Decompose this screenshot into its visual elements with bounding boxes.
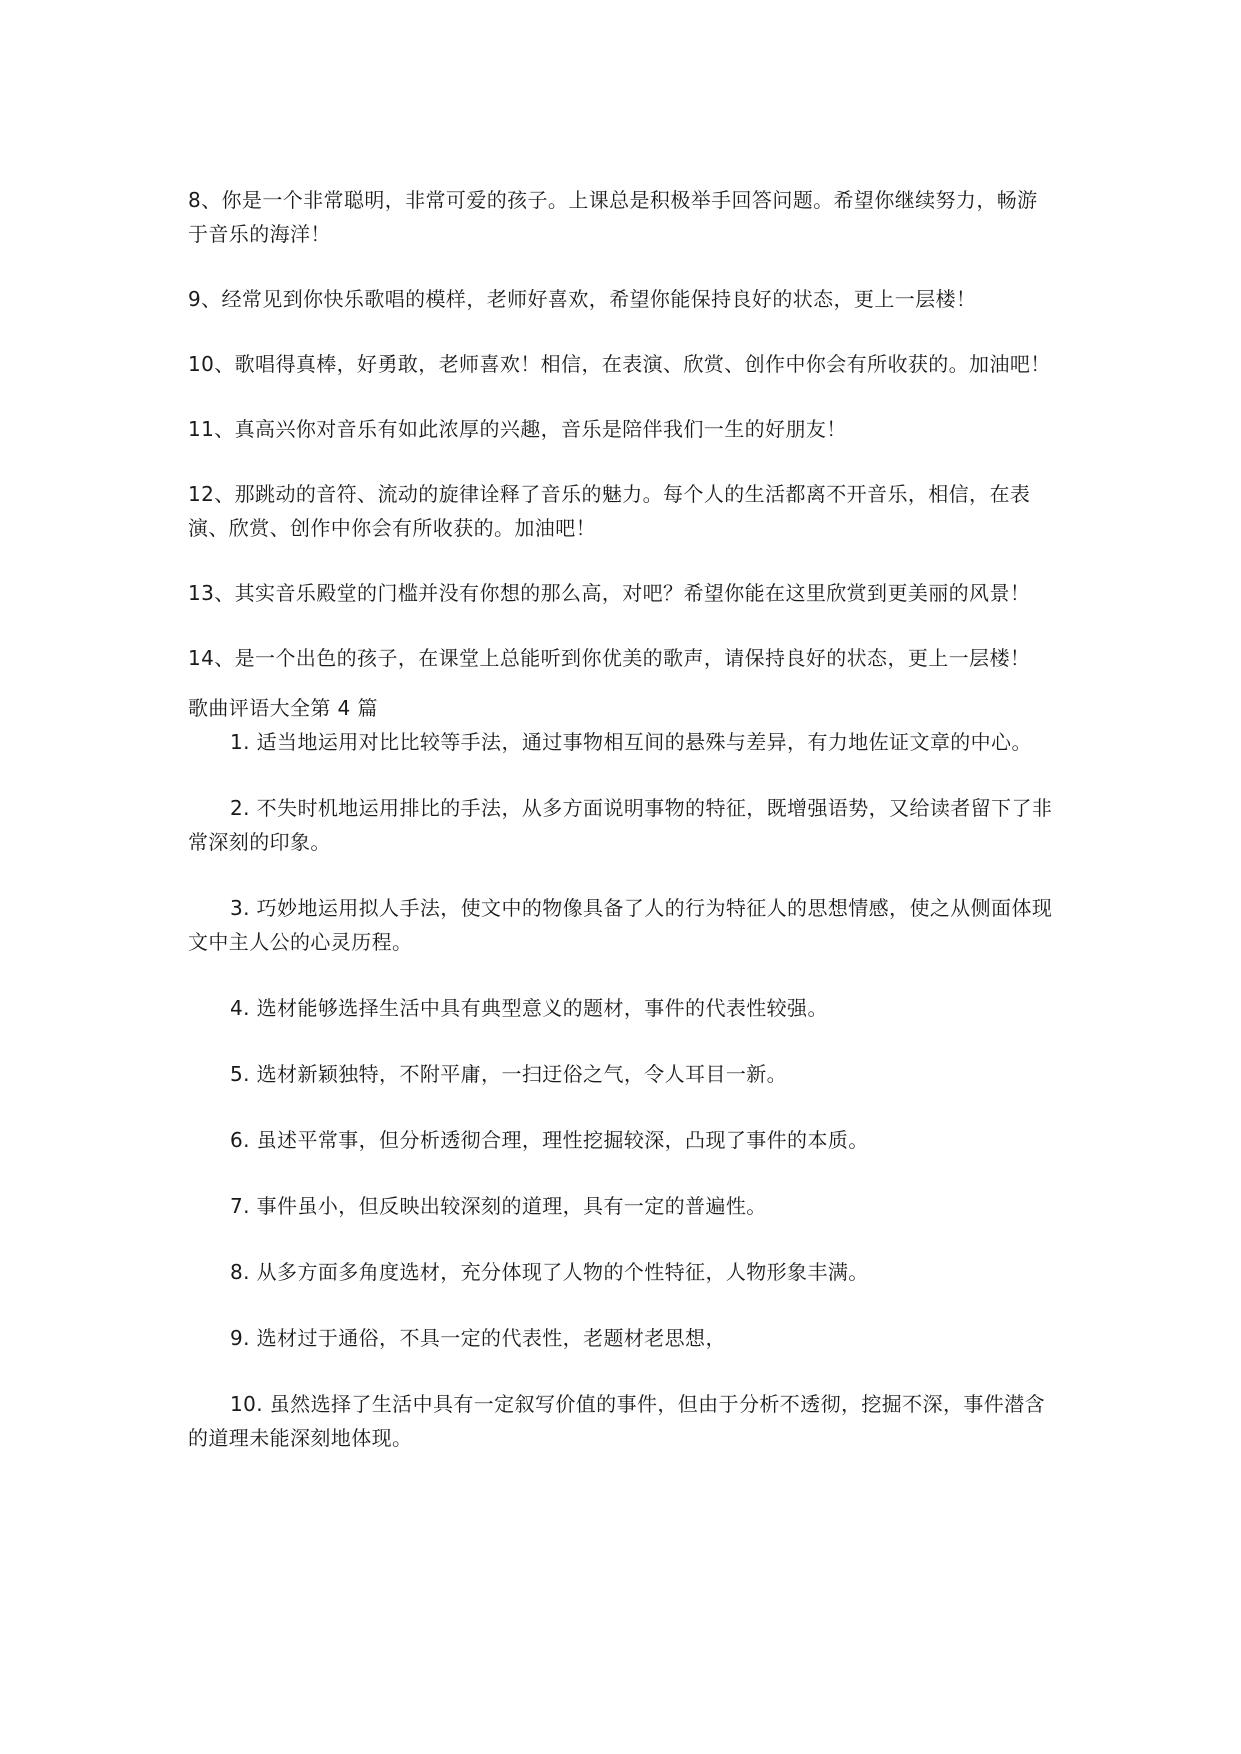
list-item: 8. 从多方面多角度选材，充分体现了人物的个性特征，人物形象丰满。 (230, 1260, 869, 1284)
list-item: 5. 选材新颖独特，不附平庸，一扫迂俗之气，令人耳目一新。 (230, 1062, 788, 1086)
list-item: 3. 巧妙地运用拟人手法，使文中的物像具备了人的行为特征人的思想情感，使之从侧面体现文中主人公的心灵历程。 (188, 896, 1053, 954)
list-item: 1. 适当地运用对比比较等手法，通过事物相互间的悬殊与差异，有力地佐证文章的中心。 (230, 730, 1032, 754)
list-item: 8、你是一个非常聪明，非常可爱的孩子。上课总是积极举手回答问题。希望你继续努力，畅游于音乐的海洋！ (188, 188, 1038, 246)
comment-list-1 (188, 183, 1056, 675)
list-item: 7. 事件虽小，但反映出较深刻的道理，具有一定的普遍性。 (230, 1194, 767, 1218)
list-item: 14、是一个出色的孩子，在课堂上总能听到你优美的歌声，请保持良好的状态，更上一层楼！ (188, 646, 1031, 670)
comment-list-2 (188, 725, 1056, 1455)
list-item: 9、经常见到你快乐歌唱的模样，老师好喜欢，希望你能保持良好的状态，更上一层楼！ (188, 287, 977, 311)
list-item: 9. 选材过于通俗，不具一定的代表性，老题材老思想， (230, 1326, 726, 1350)
document-body (188, 183, 1056, 1455)
list-item: 2. 不失时机地运用排比的手法，从多方面说明事物的特征，既增强语势，又给读者留下了非常深刻的印象。 (188, 796, 1053, 854)
list-item: 11、真高兴你对音乐有如此浓厚的兴趣，音乐是陪伴我们一生的好朋友！ (188, 417, 847, 441)
list-item: 10. 虽然选择了生活中具有一定叙写价值的事件，但由于分析不透彻，挖掘不深，事件潜含的道理未能深刻地体现。 (188, 1392, 1045, 1450)
list-item: 4. 选材能够选择生活中具有典型意义的题材，事件的代表性较强。 (230, 996, 828, 1020)
list-item: 13、其实音乐殿堂的门槛并没有你想的那么高，对吧？希望你能在这里欣赏到更美丽的风景！ (188, 581, 1031, 605)
section-title: 歌曲评语大全第 4 篇 (188, 696, 378, 720)
list-item: 10、歌唱得真棒，好勇敢，老师喜欢！相信，在表演、欣赏、创作中你会有所收获的。加油吧！ (188, 352, 1051, 376)
list-item: 12、那跳动的音符、流动的旋律诠释了音乐的魅力。每个人的生活都离不开音乐，相信，在表演、欣赏、创作中你会有所收获的。加油吧！ (188, 482, 1031, 540)
list-item: 6. 虽述平常事，但分析透彻合理，理性挖掘较深，凸现了事件的本质。 (230, 1128, 869, 1152)
